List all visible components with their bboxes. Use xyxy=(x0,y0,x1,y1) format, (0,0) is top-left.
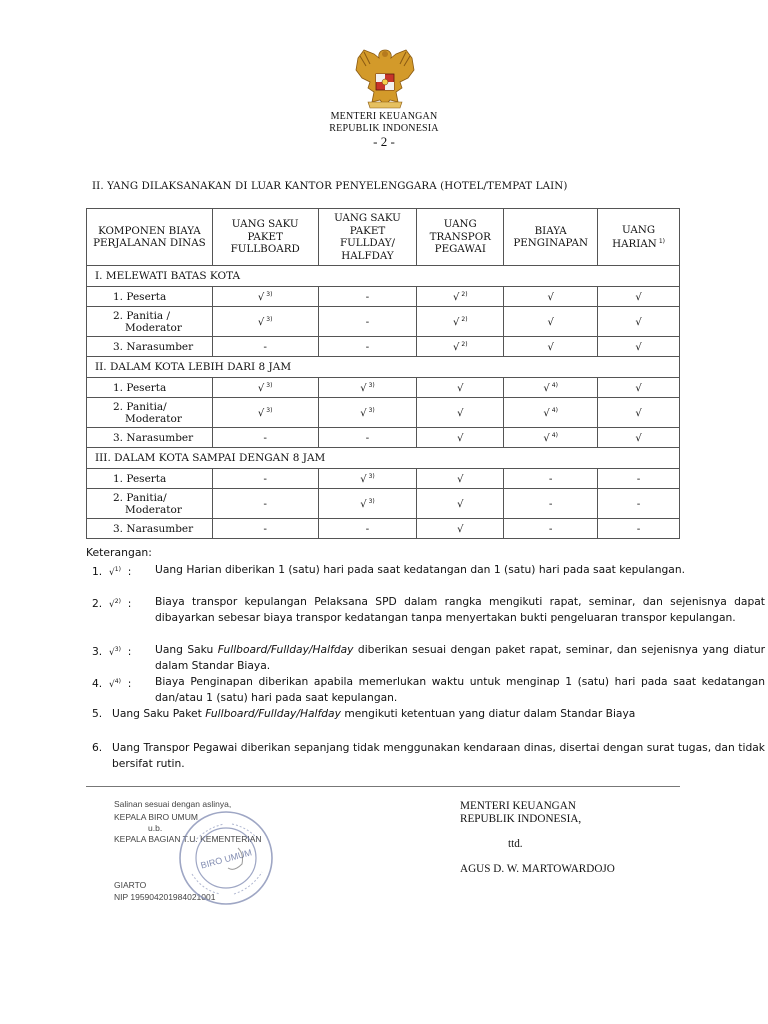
table-cell: √ xyxy=(598,398,680,428)
table-cell: √ xyxy=(598,307,680,337)
col-header-daily: UANG HARIAN $^{1)}$ xyxy=(598,209,680,266)
table-cell: - xyxy=(212,337,318,357)
table-cell: √ xyxy=(504,307,598,337)
table-cell: - xyxy=(318,307,417,337)
table-cell: √ $^{4)}$ xyxy=(504,398,598,428)
signature-title-2: REPUBLIK INDONESIA, xyxy=(460,813,582,825)
row-label: 1. Peserta xyxy=(87,378,213,398)
table-cell: √ xyxy=(598,428,680,448)
table-cell: √ $^{3)}$ xyxy=(318,378,417,398)
copy-note-line3: u.b. xyxy=(148,823,163,833)
signature-ttd: ttd. xyxy=(508,838,523,850)
table-cell: - xyxy=(212,469,318,489)
table-cell: √ $^{4)}$ xyxy=(504,378,598,398)
table-cell: - xyxy=(504,519,598,539)
header-title-line1: MENTERI KEUANGAN xyxy=(330,111,438,122)
table-cell: √ xyxy=(417,489,504,519)
table-group-row xyxy=(87,448,680,469)
table-cell: √ $^{2)}$ xyxy=(417,337,504,357)
col-header-fullboard: UANG SAKU PAKET FULLBOARD xyxy=(212,209,318,266)
table-cell: √ xyxy=(417,469,504,489)
copy-note-line4: KEPALA BAGIAN T.U. KEMENTERIAN xyxy=(114,834,262,844)
table-cell: √ xyxy=(417,398,504,428)
table-cell: √ $^{2)}$ xyxy=(417,287,504,307)
table-row xyxy=(87,287,680,307)
table-group-row xyxy=(87,266,680,287)
table-cell: - xyxy=(318,428,417,448)
table-cell: √ xyxy=(504,337,598,357)
copy-note-line2: KEPALA BIRO UMUM xyxy=(114,812,198,822)
table-cell: √ $^{3)}$ xyxy=(318,469,417,489)
table-row xyxy=(87,519,680,539)
table-row xyxy=(87,307,680,337)
table-cell: - xyxy=(598,489,680,519)
table-cell: - xyxy=(598,469,680,489)
stamp-text: BIRO UMUM xyxy=(199,847,253,871)
cost-table xyxy=(86,208,680,539)
row-label: 1. Peserta xyxy=(87,469,213,489)
col-header-component: KOMPONEN BIAYA PERJALANAN DINAS xyxy=(87,209,213,266)
group-title: I. MELEWATI BATAS KOTA xyxy=(87,266,680,287)
table-cell: √ $^{3)}$ xyxy=(318,489,417,519)
notes-title: Keterangan: xyxy=(86,546,152,559)
table-cell: - xyxy=(212,428,318,448)
table-cell: √ $^{4)}$ xyxy=(504,428,598,448)
table-cell: √ $^{2)}$ xyxy=(417,307,504,337)
table-cell: - xyxy=(212,519,318,539)
table-cell: √ xyxy=(417,519,504,539)
table-row xyxy=(87,337,680,357)
table-cell: √ $^{3)}$ xyxy=(212,398,318,428)
official-round-stamp-icon xyxy=(176,808,276,908)
row-label: 3. Narasumber xyxy=(87,519,213,539)
table-row xyxy=(87,378,680,398)
table-cell: - xyxy=(318,519,417,539)
group-title: II. DALAM KOTA LEBIH DARI 8 JAM xyxy=(87,357,680,378)
col-header-transport: UANG TRANSPOR PEGAWAI xyxy=(417,209,504,266)
signature-name: AGUS D. W. MARTOWARDOJO xyxy=(460,863,615,875)
table-cell: - xyxy=(212,489,318,519)
row-label: 3. Narasumber xyxy=(87,337,213,357)
table-cell: √ $^{3)}$ xyxy=(318,398,417,428)
header-title-line2: REPUBLIK INDONESIA xyxy=(329,123,439,134)
group-title: III. DALAM KOTA SAMPAI DENGAN 8 JAM xyxy=(87,448,680,469)
table-cell: √ $^{3)}$ xyxy=(212,287,318,307)
row-label: 2. Panitia / Moderator xyxy=(87,307,213,337)
table-cell: √ xyxy=(598,337,680,357)
garuda-emblem-icon xyxy=(354,44,416,112)
col-header-fullday: UANG SAKU PAKET FULLDAY/ HALFDAY xyxy=(318,209,417,266)
table-cell: √ $^{3)}$ xyxy=(212,307,318,337)
section-title: II. YANG DILAKSANAKAN DI LUAR KANTOR PENYELENGGARA (HOTEL/TEMPAT LAIN) xyxy=(92,180,568,192)
divider xyxy=(86,786,680,787)
table-cell: √ xyxy=(598,378,680,398)
table-header-row xyxy=(87,209,680,266)
table-cell: - xyxy=(504,489,598,519)
copy-note-name: GIARTO xyxy=(114,880,147,890)
table-group-row xyxy=(87,357,680,378)
row-label: 2. Panitia/ Moderator xyxy=(87,398,213,428)
table-row xyxy=(87,398,680,428)
table-cell: - xyxy=(504,469,598,489)
table-cell: - xyxy=(318,287,417,307)
copy-note-nip: NIP 195904201984021001 xyxy=(114,892,216,902)
copy-note-line1: Salinan sesuai dengan aslinya, xyxy=(114,799,232,809)
signature-title-1: MENTERI KEUANGAN xyxy=(460,800,576,812)
table-cell: √ xyxy=(417,378,504,398)
table-cell: √ xyxy=(504,287,598,307)
table-row xyxy=(87,428,680,448)
table-cell: √ xyxy=(598,287,680,307)
table-row xyxy=(87,469,680,489)
page-number: - 2 - xyxy=(373,134,395,149)
col-header-lodging: BIAYA PENGINAPAN xyxy=(504,209,598,266)
table-row xyxy=(87,489,680,519)
table-cell: - xyxy=(318,337,417,357)
row-label: 2. Panitia/ Moderator xyxy=(87,489,213,519)
table-cell: √ $^{3)}$ xyxy=(212,378,318,398)
row-label: 1. Peserta xyxy=(87,287,213,307)
row-label: 3. Narasumber xyxy=(87,428,213,448)
table-cell: - xyxy=(598,519,680,539)
table-cell: √ xyxy=(417,428,504,448)
